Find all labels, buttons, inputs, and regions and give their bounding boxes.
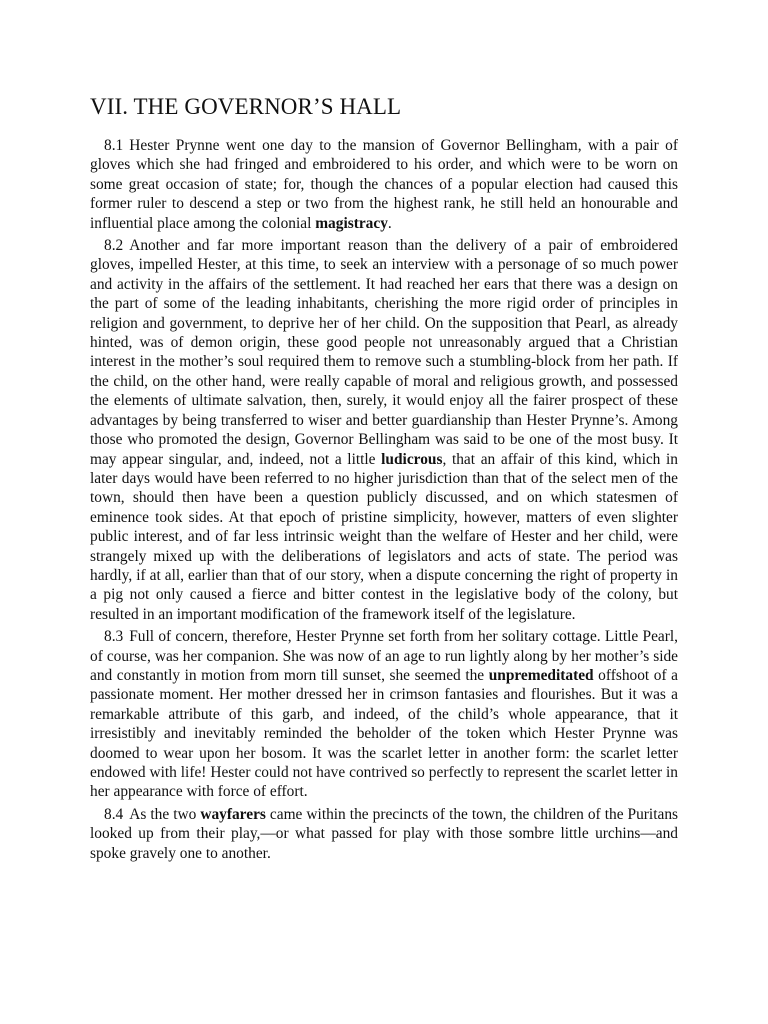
paragraph-text: offshoot of a passionate moment. Her mother dressed her in crimson fantasies and flourishes. But it was a remarkable attribute of this garb, and indeed, of the child’s whole appearance, that it irresistibly and inevitably reminded the beholder of the token which Hester Prynne was doomed to wear upon her bosom. It was the scarlet letter in another form: the scarlet letter endowed with life! Hester could not have contrived so perfectly to represent the scarlet letter in her appearance with force of effort. [90,666,678,801]
paragraph-text: came within the precincts of the town, the children of the Puritans looked up from their play,—or what passed for play with those sombre little urchins—and spoke gravely one to another. [90,805,679,862]
paragraph-8-1 [90,136,678,233]
paragraph-text: Another and far more important reason than the delivery of a pair of embroidered gloves, impelled Hester, at this time, to seek an interview with a personage of so much power and activity in the affairs of the settlement. It had reached her ears that there was a design on the part of some of the leading inhabitants, cherishing the more rigid order of principles in religion and government, to deprive her of her child. On the supposition that Pearl, as already hinted, was of demon origin, these good people not unreasonably argued that a Christian interest in the mother’s soul required them to remove such a stumbling-block from her path. If the child, on the other hand, were really capable of moral and religious growth, and possessed the elements of ultimate salvation, then, surely, it would enjoy all the fairer prospect of these advantages by being transferred to wiser and better guardianship than Hester Prynne’s. Among those who promoted the design, Governor Bellingham was said to be one of the most busy. It may appear singular, and, indeed, not a little [90,237,678,468]
paragraph-8-2 [90,236,678,624]
bold-term: wayfarers [200,805,266,823]
paragraph-number: 8.3 [104,628,124,646]
paragraph-number: 8.2 [104,237,124,255]
paragraph-number: 8.4 [104,805,124,823]
paragraph-text: . [387,214,392,232]
paragraph-text: Full of concern, therefore, Hester Prynne set forth from her solitary cottage. Little Pearl, of course, was her companion. She was now of an age to run lightly along by her mother’s side and constantly in motion from morn till sunset, she seemed the [90,628,678,684]
bold-term: unpremeditated [488,666,594,684]
paragraph-text: , that an affair of this kind, which in later days would have been referred to no higher jurisdiction than that of the select men of the town, should then have been a question publicly discussed, and on which statesmen of eminence took sides. At that epoch of pristine simplicity, however, matters of even slighter public interest, and of far less intrinsic weight than the welfare of Hester and her child, were strangely mixed up with the deliberations of legislators and acts of state. The period was hardly, if at all, earlier than that of our story, when a dispute concerning the right of property in a pig not only caused a fierce and bitter contest in the legislative body of the colony, but resulted in an important modification of the framework itself of the legislature. [90,450,678,623]
paragraph-8-3 [90,627,678,802]
paragraph-8-4 [90,805,678,863]
document-page [90,92,678,866]
paragraph-text: Hester Prynne went one day to the mansion of Governor Bellingham, with a pair of gloves which she had fringed and embroidered to his order, and which were to be worn on some great occasion of state; for, though the chances of a popular election had caused this former ruler to descend a step or two from the highest rank, he still held an honourable and influential place among the colonial [90,137,678,232]
bold-term: magistracy [315,214,388,232]
chapter-title: VII. THE GOVERNOR’S HALL [90,94,402,119]
paragraph-text: As the two [129,805,201,823]
bold-term: ludicrous [381,450,443,468]
paragraph-number: 8.1 [104,137,124,154]
